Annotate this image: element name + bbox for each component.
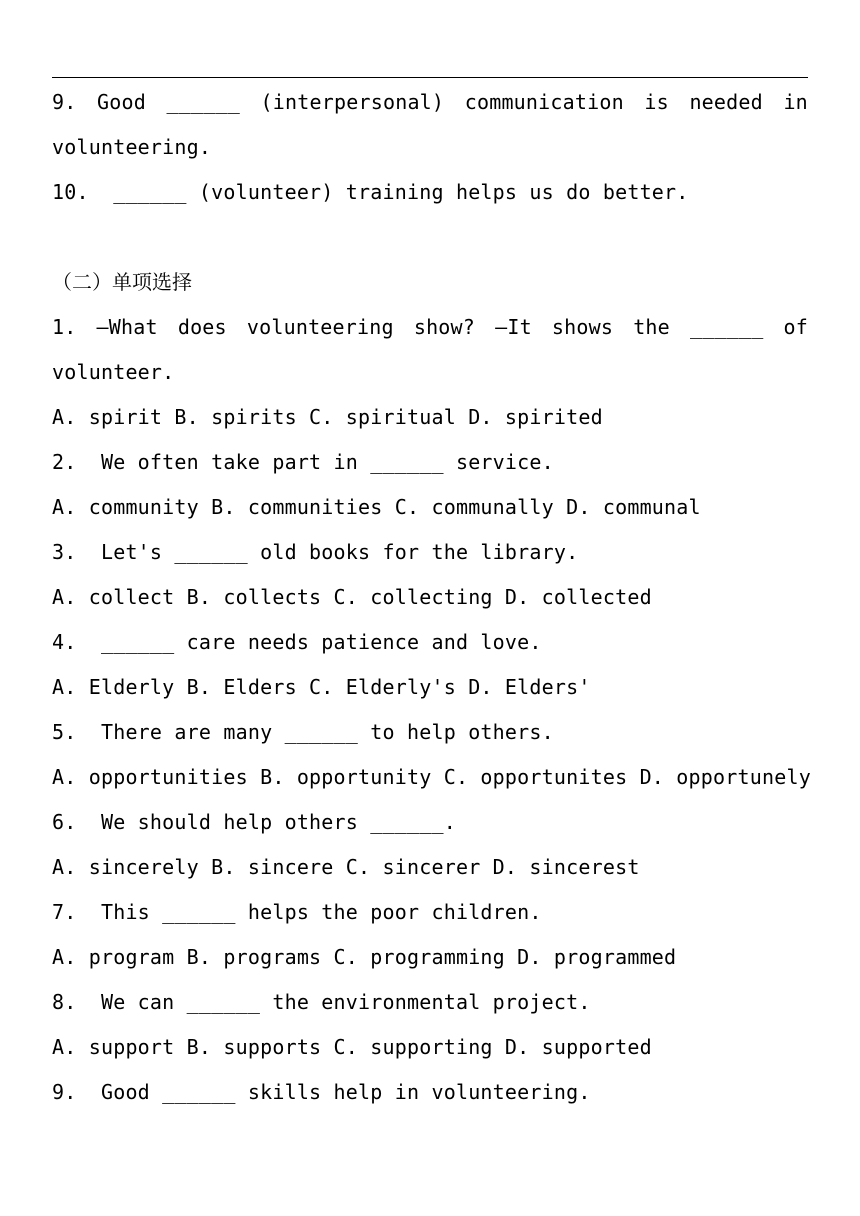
question-1-options: A. spirit B. spirits C. spiritual D. spirited [52,405,603,429]
question-4-options: A. Elderly B. Elders C. Elderly's D. Elders' [52,675,591,699]
q1-number: 1. [52,315,77,339]
question-3-options: A. collect B. collects C. collecting D. collected [52,585,652,609]
q9-number: 9. [52,90,77,114]
question-6-options: A. sincerely B. sincere C. sincerer D. sincerest [52,855,640,879]
question-2-stem: 2. We often take part in ______ service. [52,450,554,474]
q1-word: show? [413,315,476,339]
question-8-stem: 8. We can ______ the environmental project. [52,990,591,1014]
q1-word: —What [96,315,158,339]
q9-word: is [644,90,669,114]
question-5-options: A. opportunities B. opportunity C. opportunites D. opportunely [52,765,811,789]
question-9-fill-in [52,88,808,116]
header-rule [52,77,808,78]
q1-word: the [633,315,670,339]
q1-word: shows [551,315,614,339]
q1-word: —It [495,315,532,339]
question-1-continuation: volunteer. [52,360,175,384]
question-7-stem: 7. This ______ helps the poor children. [52,900,542,924]
question-2-options: A. community B. communities C. communally D. communal [52,495,701,519]
question-6-stem: 6. We should help others ______. [52,810,456,834]
question-10-fill-in: 10. ______ (volunteer) training helps us do better. [52,180,689,204]
section-title-multiple-choice: （二）单项选择 [52,270,192,294]
question-9-continuation: volunteering. [52,135,212,159]
q1-word: volunteering [246,315,394,339]
question-8-options: A. support B. supports C. supporting D. supported [52,1035,652,1059]
q9-word: communication [464,90,624,114]
question-1-stem [52,313,808,341]
question-5-stem: 5. There are many ______ to help others. [52,720,554,744]
q9-word: in [783,90,808,114]
question-4-stem: 4. ______ care needs patience and love. [52,630,542,654]
q1-word: of [783,315,808,339]
q1-word: does [177,315,227,339]
question-3-stem: 3. Let's ______ old books for the library. [52,540,579,564]
q9-word: needed [689,90,763,114]
q9-word: (interpersonal) [260,90,445,114]
q9-blank: ______ [166,90,240,114]
q1-blank: ______ [689,315,764,339]
question-7-options: A. program B. programs C. programming D. programmed [52,945,677,969]
question-9-stem: 9. Good ______ skills help in volunteering. [52,1080,591,1104]
q9-word: Good [97,90,146,114]
